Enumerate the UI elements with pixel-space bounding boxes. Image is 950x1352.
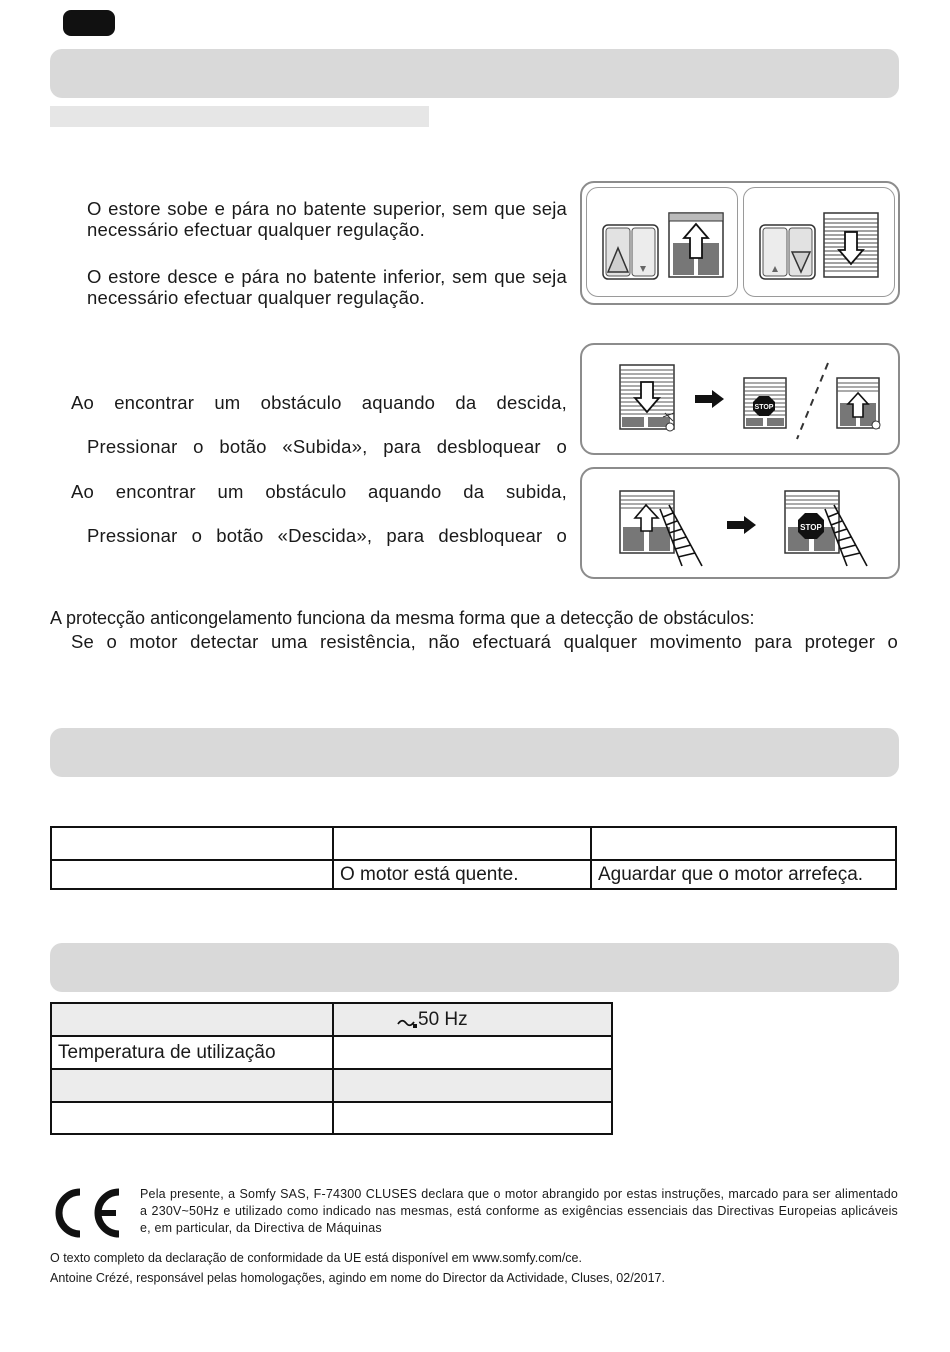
- table-cell: [333, 1069, 612, 1102]
- arrow-right-icon: [727, 516, 756, 534]
- ascent-obstacle-panel: [580, 467, 900, 579]
- table-cell: O motor está quente.: [333, 860, 591, 889]
- ac-current-icon: [396, 1013, 418, 1025]
- specifications-table: [50, 1002, 613, 1135]
- table-row: [51, 1069, 612, 1102]
- table-cell: [51, 1102, 333, 1134]
- frequency-value: 50 Hz: [418, 1008, 468, 1030]
- limit-illustration-panel: [580, 181, 900, 305]
- up-illustration: [586, 187, 738, 297]
- stop-sign-icon: STOP: [754, 404, 774, 411]
- ascent-obstacle-text: Ao encontrar um obstáculo aquando da subida,: [71, 481, 567, 502]
- table-row: [51, 827, 896, 860]
- press-up-text: Pressionar o botão «Subida», para desbloquear o: [87, 436, 567, 457]
- item-up-text: O estore sobe e pára no batente superior, sem que seja necessário efectuar qualquer regulação.: [87, 198, 567, 240]
- table-row: [51, 1003, 612, 1036]
- ce-mark-icon: [50, 1187, 122, 1239]
- table-cell: [333, 1102, 612, 1134]
- arrow-right-icon: [695, 390, 724, 408]
- table-cell: [333, 1036, 612, 1069]
- frost-resistance-text: Se o motor detectar uma resistência, não efectuará qualquer movimento para proteger o: [71, 631, 898, 652]
- table-cell: [51, 1003, 333, 1036]
- item-down-text: O estore desce e pára no batente inferior, sem que seja necessário efectuar qualquer regulação.: [87, 266, 567, 308]
- descent-obstacle-panel: [580, 343, 900, 455]
- table-cell: [51, 860, 333, 889]
- language-tab: [63, 10, 115, 36]
- frost-protection-text: A protecção anticongelamento funciona da mesma forma que a detecção de obstáculos:: [50, 608, 755, 628]
- table-cell: [51, 827, 333, 860]
- section-header-band-1: [50, 49, 899, 98]
- section-header-band-3: [50, 943, 899, 992]
- table-row: [51, 1036, 612, 1069]
- down-illustration: [743, 187, 895, 297]
- footer-signatory: Antoine Crézé, responsável pelas homologações, agindo em nome do Director da Actividade, Cluses, 02/2017.: [50, 1271, 665, 1285]
- table-cell: Aguardar que o motor arrefeça.: [591, 860, 896, 889]
- footer-declaration-link: O texto completo da declaração de conformidade da UE está disponível em www.somfy.com/ce.: [50, 1251, 582, 1265]
- table-cell: [51, 1069, 333, 1102]
- press-down-text: Pressionar o botão «Descida», para desbloquear o: [87, 525, 567, 546]
- table-cell: [333, 827, 591, 860]
- subsection-header-band: [50, 106, 429, 127]
- ce-declaration-text: Pela presente, a Somfy SAS, F-74300 CLUSES declara que o motor abrangido por estas instruções, marcado para ser alimentado a 230V~50Hz e utilizado como indicado nas mesmas, está conforme as exigências essenciais das Directivas Europeias aplicáveis e, em particular, da Directiva de Máquinas: [140, 1187, 898, 1235]
- section-header-band-2: [50, 728, 899, 777]
- table-cell: Temperatura de utilização: [51, 1036, 333, 1069]
- table-cell: [591, 827, 896, 860]
- table-row: [51, 1102, 612, 1134]
- table-row: [51, 860, 896, 889]
- stop-sign-icon: STOP: [800, 523, 822, 532]
- troubleshooting-table: [50, 826, 897, 890]
- descent-obstacle-text: Ao encontrar um obstáculo aquando da descida,: [71, 392, 567, 413]
- table-cell: [333, 1003, 612, 1036]
